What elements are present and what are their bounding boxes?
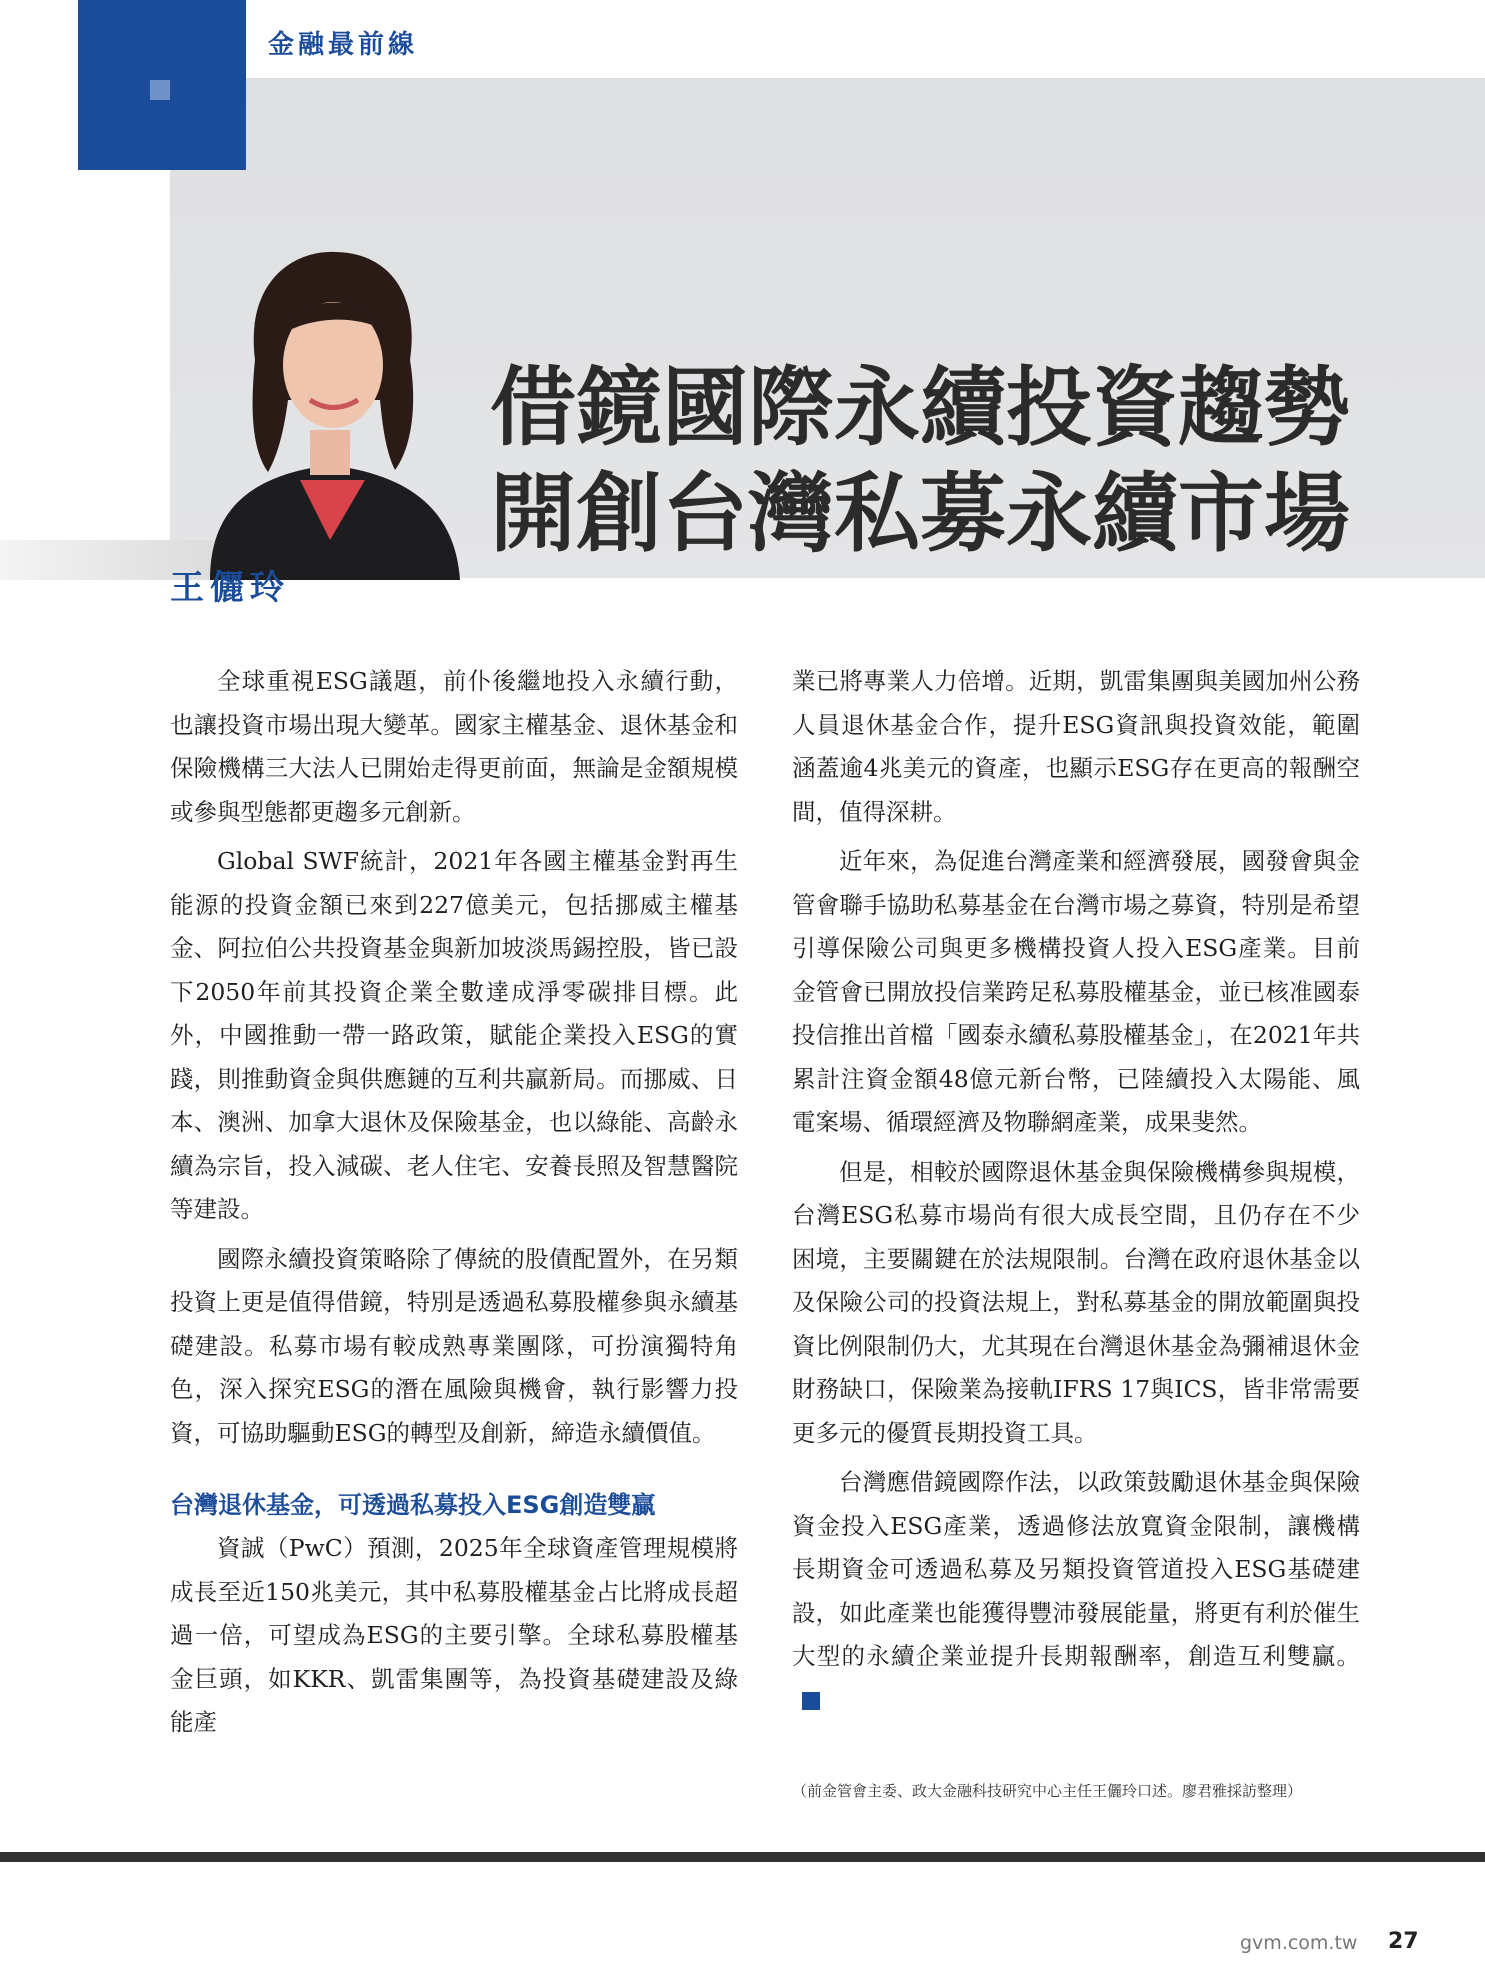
paragraph-continued: 業已將專業人力倍增。近期，凱雷集團與美國加州公務人員退休基金合作，提升ESG資訊與投資效能，範圍涵蓋逾4兆美元的資產，也顯示ESG存在更高的報酬空間，值得深耕。 [792,667,1360,826]
title-line-2: 開創台灣私募永續市場 [490,464,1350,564]
title-line-1: 借鏡國際永續投資趨勢 [490,358,1350,458]
paragraph [792,1461,1360,1722]
section-color-square [150,80,170,100]
credit-note: （前金管會主委、政大金融科技研究中心主任王儷玲口述。廖君雅採訪整理） [792,1782,1303,1800]
article-title [490,355,1350,567]
author-name: 王儷玲 [170,568,290,608]
paragraph: 國際永續投資策略除了傳統的股債配置外，在另類投資上更是值得借鏡，特別是透過私募股權參與永續基礎建設。私募市場有較成熟專業團隊，可扮演獨特角色，深入探究ESG的潛在風險與機會，執行影響力投資，可協助驅動ESG的轉型及創新，締造永續價值。 [170,1244,738,1447]
author-portrait [170,240,490,580]
left-column [170,660,738,1751]
paragraph-text: 台灣應借鏡國際作法，以政策鼓勵退休基金與保險資金投入ESG產業，透過修法放寬資金限制，讓機構長期資金可透過私募及另類投資管道投入ESG基礎建設，如此產業也能獲得豐沛發展能量，將更有利於催生大型的永續企業並提升長期報酬率，創造互利雙贏。 [792,1468,1360,1670]
footer-rule [0,1852,1485,1862]
page-number: 27 [1388,1929,1419,1954]
paragraph: 近年來，為促進台灣產業和經濟發展，國發會與金管會聯手協助私募基金在台灣市場之募資，特別是希望引導保險公司與更多機構投資人投入ESG產業。目前金管會已開放投信業跨足私募股權基金，並已核准國泰投信推出首檔「國泰永續私募股權基金」，在2021年共累計注資金額48億元新台幣，已陸續投入太陽能、風電案場、循環經濟及物聯網產業，成果斐然。 [792,847,1360,1136]
subheading: 台灣退休基金，可透過私募投入ESG創造雙贏 [170,1491,656,1519]
paragraph: 但是，相較於國際退休基金與保險機構參與規模，台灣ESG私募市場尚有很大成長空間，且仍存在不少困境，主要關鍵在於法規限制。台灣在政府退休基金以及保險公司的投資法規上，對私募基金的開放範圍與投資比例限制仍大，尤其現在台灣退休基金為彌補退休金財務缺口，保險業為接軌IFRS 17與ICS，皆非常需要更多元的優質長期投資工具。 [792,1157,1360,1447]
end-mark-icon: G [802,1692,820,1710]
paragraph: 資誠（PwC）預測，2025年全球資產管理規模將成長至近150兆美元，其中私募股權基金占比將成長超過一倍，可望成為ESG的主要引擎。全球私募股權基金巨頭，如KKR、凱雷集團等，為投資基礎建設及綠能產 [170,1534,738,1736]
footer-site: gvm.com.tw [1240,1932,1358,1954]
paragraph: Global SWF統計，2021年各國主權基金對再生能源的投資金額已來到227億美元，包括挪威主權基金、阿拉伯公共投資基金與新加坡淡馬錫控股，皆已設下2050年前其投資企業全數達成淨零碳排目標。此外，中國推動一帶一路政策，賦能企業投入ESG的實踐，則推動資金與供應鏈的互利共贏新局。而挪威、日本、澳洲、加拿大退休及保險基金，也以綠能、高齡永續為宗旨，投入減碳、老人住宅、安養長照及智慧醫院等建設。 [170,847,738,1223]
paragraph: 全球重視ESG議題，前仆後繼地投入永續行動，也讓投資市場出現大變革。國家主權基金、退休基金和保險機構三大法人已開始走得更前面，無論是金額規模或參與型態都更趨多元創新。 [170,667,738,826]
section-label: 金融最前線 [268,30,419,60]
right-column [792,660,1360,1728]
